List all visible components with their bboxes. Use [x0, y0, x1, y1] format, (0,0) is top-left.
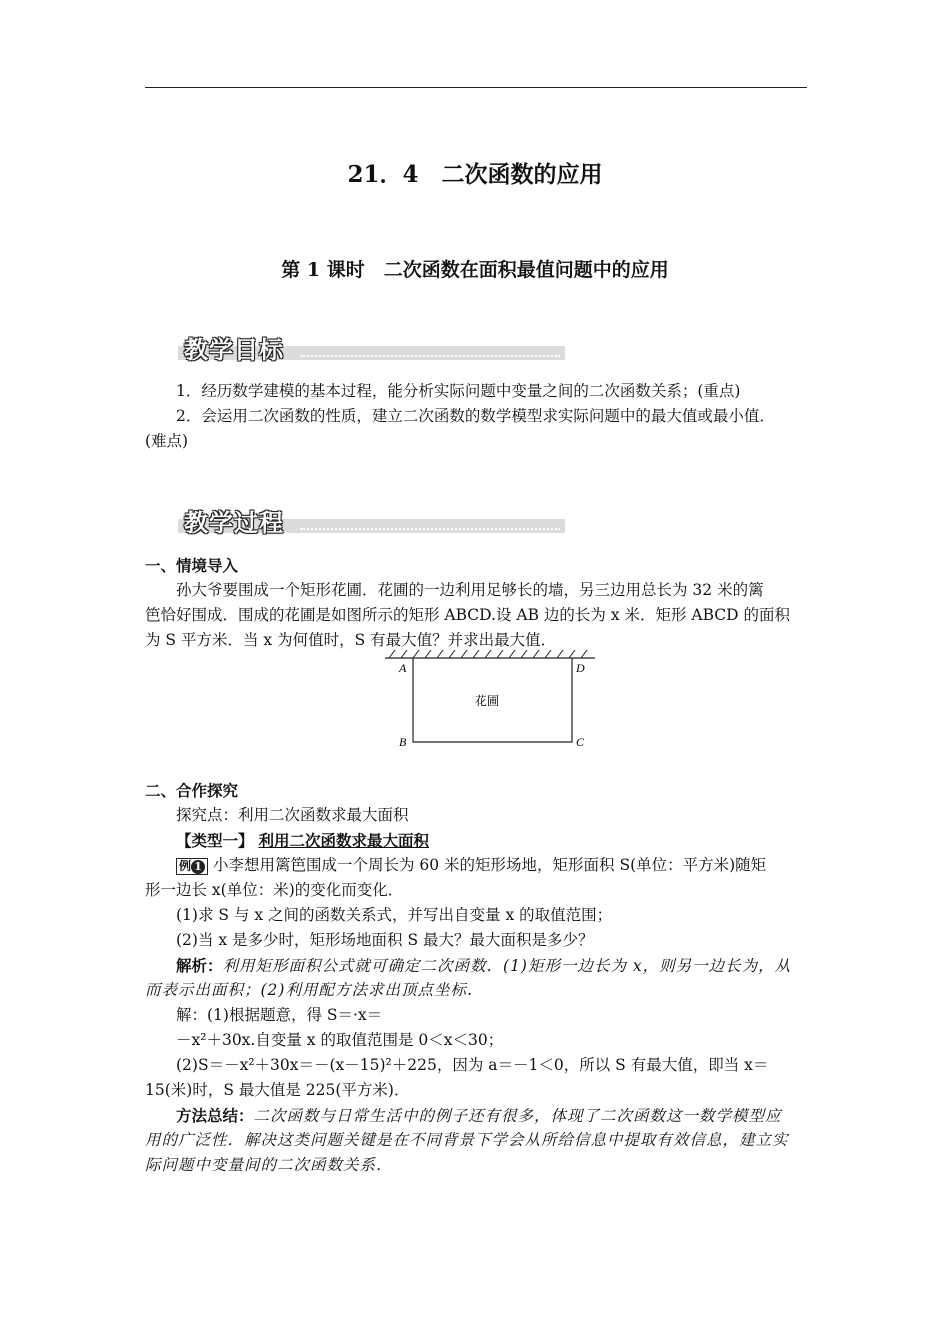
- page-title: 21．4 二次函数的应用: [347, 161, 603, 188]
- solution-line-2: －x²＋30x.自变量 x 的取值范围是 0＜x＜30；: [176, 1031, 504, 1049]
- type-title: 利用二次函数求最大面积: [258, 831, 429, 850]
- analysis-label: 解析：: [176, 956, 223, 975]
- intro-heading: 一、情境导入: [145, 556, 239, 575]
- type-tag: 【类型一】: [176, 831, 254, 850]
- summary-line-1: 方法总结：二次函数与日常生活中的例子还有很多，体现了二次函数这一数学模型应: [176, 1106, 782, 1125]
- vertex-b: B: [399, 735, 407, 749]
- vertex-d: D: [576, 661, 585, 675]
- solution-line-3: (2)S＝－x²＋30x＝－(x－15)²＋225，因为 a＝－1＜0，所以 S 有最大值，即当 x＝: [176, 1056, 769, 1074]
- question-2: (2)当 x 是多少时，矩形场地面积 S 最大？最大面积是多少？: [176, 931, 594, 949]
- process-banner: [178, 503, 565, 537]
- summary-label: 方法总结：: [176, 1106, 254, 1125]
- intro-line-1: 孙大爷要围成一个矩形花圃．花圃的一边利用足够长的墙，另三边用总长为 32 米的篱: [176, 581, 764, 599]
- type-heading: [145, 828, 807, 854]
- explore-heading: 二、合作探究: [145, 781, 239, 800]
- garden-figure: [385, 650, 605, 750]
- solution-line-1: 解：(1)根据题意，得 S＝·x＝: [176, 1006, 383, 1024]
- lesson-subtitle: 第 1 课时 二次函数在面积最值问题中的应用: [281, 259, 669, 281]
- goal-item-1: 1．经历数学建模的基本过程，能分析实际问题中变量之间的二次函数关系；(重点): [176, 382, 741, 400]
- header-rule: [145, 87, 807, 88]
- summary-line-3: 际问题中变量间的二次函数关系．: [145, 1156, 393, 1174]
- vertex-a: A: [399, 661, 407, 675]
- goal-item-2: 2．会运用二次函数的性质，建立二次函数的数学模型求实际问题中的最大值或最小值．: [176, 407, 775, 425]
- example-badge: 例 1: [176, 858, 208, 875]
- goals-banner: [178, 330, 565, 364]
- summary-line-2: 用的广泛性．解决这类问题关键是在不同背景下学会从所给信息中提取有效信息，建立实: [145, 1131, 789, 1149]
- analysis-line-2: 而表示出面积；(2)利用配方法求出顶点坐标.: [145, 981, 473, 999]
- intro-line-2: 笆恰好围成．围成的花圃是如图所示的矩形 ABCD.设 AB 边的长为 x 米．矩形 ABCD 的面积: [145, 606, 791, 624]
- question-1: (1)求 S 与 x 之间的函数关系式，并写出自变量 x 的取值范围；: [176, 906, 613, 924]
- intro-line-3: 为 S 平方米．当 x 为何值时，S 有最大值？并求出最大值．: [145, 631, 557, 649]
- explore-point: 探究点：利用二次函数求最大面积: [176, 806, 409, 824]
- goals-banner-label: 教学目标: [184, 335, 284, 364]
- example-line-1: 例 1 小李想用篱笆围成一个周长为 60 米的矩形场地，矩形面积 S(单位：平方米)随矩: [145, 853, 807, 878]
- garden-label: 花圃: [475, 694, 500, 708]
- vertex-c: C: [576, 735, 585, 749]
- analysis-line-1: 解析：利用矩形面积公式就可确定二次函数．(1)矩形一边长为 x，则另一边长为，从: [176, 956, 792, 975]
- wall-hatching: [389, 650, 587, 658]
- process-banner-label: 教学过程: [184, 508, 284, 537]
- solution-line-4: 15(米)时，S 最大值是 225(平方米)．: [145, 1081, 410, 1099]
- example-line-2: 形一边长 x(单位：米)的变化而变化．: [145, 881, 404, 899]
- goal-item-2-cont: (难点): [145, 432, 189, 450]
